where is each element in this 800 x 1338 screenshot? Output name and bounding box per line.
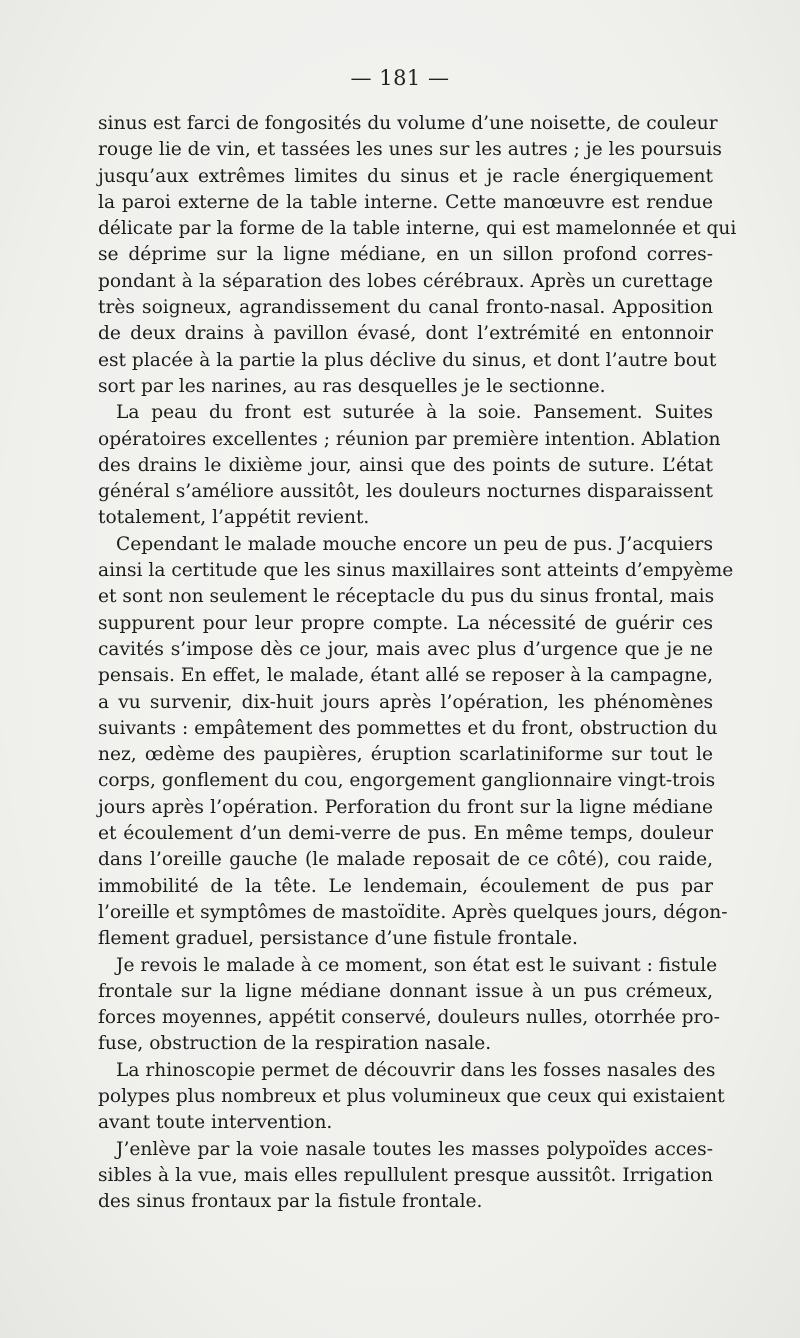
text-line: des sinus frontaux par la fistule frontale. — [98, 1191, 483, 1213]
text-line: Cependant le malade mouche encore un peu de pus. J’acquiers — [116, 533, 713, 555]
text-line: fuse, obstruction de la respiration nasale. — [98, 1033, 492, 1055]
body-text — [98, 111, 737, 1215]
text-line: avant toute intervention. — [98, 1112, 333, 1134]
text-line: est placée à la partie la plus déclive du sinus, et dont l’autre bout — [98, 349, 717, 371]
paragraph — [98, 400, 721, 531]
text-line: des drains le dixième jour, ainsi que des points de suture. L’état — [98, 454, 713, 476]
text-line: Je revois le malade à ce moment, son état est le suivant : fistule — [116, 954, 718, 976]
text-line: corps, gonflement du cou, engorgement ganglionnaire vingt-trois — [98, 770, 716, 792]
text-line: opératoires excellentes ; réunion par première intention. Ablation — [98, 428, 721, 450]
text-line: sinus est farci de fongosités du volume d’une noisette, de couleur — [98, 113, 718, 134]
text-line: polypes plus nombreux et plus volumineux que ceux qui existaient — [98, 1085, 725, 1107]
text-line: frontale sur la ligne médiane donnant issue à un pus crémeux, — [98, 980, 713, 1002]
text-line: général s’améliore aussitôt, les douleurs nocturnes disparaissent — [98, 481, 713, 503]
text-line: l’oreille et symptômes de mastoïdite. Après quelques jours, dégon- — [98, 901, 728, 923]
text-line: délicate par la forme de la table interne, qui est mamelonnée et qui — [98, 218, 737, 240]
text-line: J’enlève par la voie nasale toutes les masses polypoïdes acces- — [116, 1138, 713, 1160]
text-line: La rhinoscopie permet de découvrir dans les fosses nasales des — [116, 1059, 716, 1081]
paragraph — [98, 1058, 725, 1137]
paragraph — [98, 111, 737, 400]
text-line: jours après l’opération. Perforation du front sur la ligne médiane — [98, 796, 713, 818]
text-line: sibles à la vue, mais elles repullulent presque aussitôt. Irrigation — [98, 1164, 713, 1186]
text-line: rouge lie de vin, et tassées les unes sur les autres ; je les poursuis — [98, 139, 722, 161]
text-line: suppurent pour leur propre compte. La nécessité de guérir ces — [98, 612, 713, 634]
text-line: pondant à la séparation des lobes cérébraux. Après un curettage — [98, 270, 713, 292]
text-line: totalement, l’appétit revient. — [98, 507, 370, 529]
text-line: a vu survenir, dix-huit jours après l’opération, les phénomènes — [98, 691, 713, 713]
text-line: cavités s’impose dès ce jour, mais avec plus d’urgence que je ne — [98, 638, 713, 660]
text-line: et sont non seulement le réceptacle du pus du sinus frontal, mais — [98, 586, 715, 608]
text-line: sort par les narines, au ras desquelles je le sectionne. — [98, 375, 606, 397]
text-line: jusqu’aux extrêmes limites du sinus et je racle énergiquement — [98, 165, 713, 187]
text-line: pensais. En effet, le malade, étant allé se reposer à la campagne, — [98, 665, 713, 687]
paragraph — [98, 953, 720, 1058]
page-number: — 181 — — [350, 66, 450, 90]
text-line: la paroi externe de la table interne. Cette manœuvre est rendue — [98, 191, 713, 213]
text-line: très soigneux, agrandissement du canal fronto-nasal. Apposition — [98, 297, 713, 319]
text-line: et écoulement d’un demi-verre de pus. En même temps, douleur — [98, 823, 713, 845]
text-line: dans l’oreille gauche (le malade reposait de ce côté), cou raide, — [98, 849, 713, 871]
text-line: flement graduel, persistance d’une fistule frontale. — [98, 928, 578, 950]
text-line: suivants : empâtement des pommettes et du front, obstruction du — [98, 717, 718, 739]
paragraph — [98, 532, 734, 953]
text-line: forces moyennes, appétit conservé, douleurs nulles, otorrhée pro- — [98, 1007, 720, 1029]
text-line: se déprime sur la ligne médiane, en un sillon profond corres- — [98, 244, 713, 266]
text-line: nez, œdème des paupières, éruption scarlatiniforme sur tout le — [98, 744, 713, 766]
text-line: La peau du front est suturée à la soie. Pansement. Suites — [116, 402, 713, 424]
text-line: de deux drains à pavillon évasé, dont l’extrémité en entonnoir — [98, 323, 713, 345]
text-line: ainsi la certitude que les sinus maxillaires sont atteints d’empyème — [98, 560, 734, 582]
text-line: immobilité de la tête. Le lendemain, écoulement de pus par — [98, 875, 713, 897]
paragraph — [98, 1137, 713, 1216]
